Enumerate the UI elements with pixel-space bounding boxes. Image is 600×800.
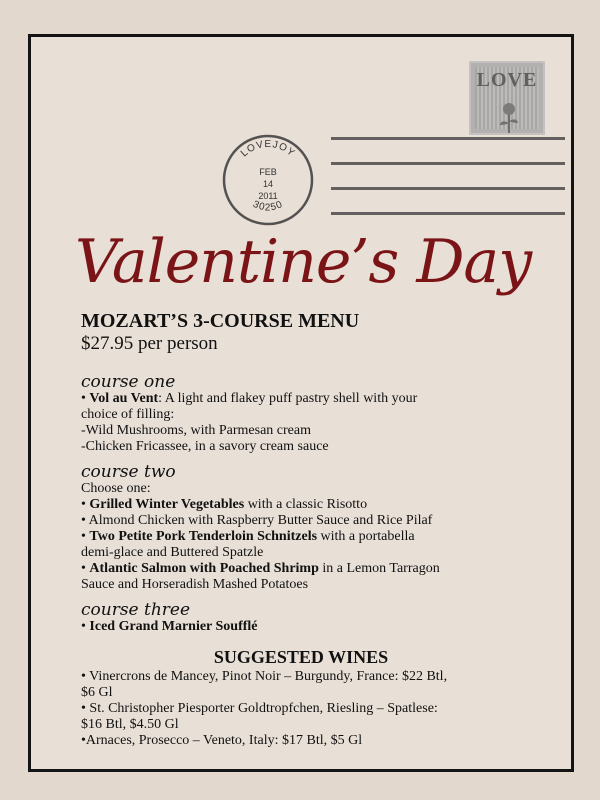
wine-1: • Vinercrons de Mancey, Pinot Noir – Burgundy, France: $22 Btl, bbox=[81, 669, 448, 684]
postmark-top-text: LOVEJOY bbox=[238, 138, 298, 160]
course-two-item2: • Almond Chicken with Raspberry Butter Sauce and Rice Pilaf bbox=[81, 513, 433, 528]
course-two-section bbox=[81, 463, 551, 593]
postmark-zip: 30250 bbox=[251, 198, 285, 214]
course-two-item4: • Atlantic Salmon with Poached Shrimp in a Lemon Tarragon bbox=[81, 561, 440, 576]
course-three-item: • Iced Grand Marnier Soufflé bbox=[81, 619, 258, 634]
course-two-item4-line2: Sauce and Horseradish Mashed Potatoes bbox=[81, 577, 309, 592]
menu-heading: MOZART’S 3-COURSE MENU bbox=[81, 310, 360, 332]
menu-price: $27.95 per person bbox=[81, 333, 218, 354]
page-title: Valentine’s Day bbox=[75, 227, 532, 297]
postmark-stamp bbox=[221, 133, 315, 227]
course-two-item1: • Grilled Winter Vegetables with a classic Risotto bbox=[81, 497, 368, 512]
course-three-section bbox=[81, 601, 551, 635]
course-one-section bbox=[81, 373, 551, 455]
postmark-year: 2011 bbox=[258, 191, 278, 201]
course-two-item3: • Two Petite Pork Tenderloin Schnitzels with a portabella bbox=[81, 529, 415, 544]
svg-text:30250 bbox=[251, 199, 285, 213]
course-one-line2: choice of filling: bbox=[81, 407, 175, 422]
postmark-day: 14 bbox=[262, 179, 274, 189]
course-three-heading: course three bbox=[81, 600, 191, 620]
menu-card bbox=[28, 34, 574, 772]
course-one-line3: -Wild Mushrooms, with Parmesan cream bbox=[81, 423, 312, 438]
course-two-item3-line2: demi-glace and Buttered Spatzle bbox=[81, 545, 264, 560]
wine-3: •Arnaces, Prosecco – Veneto, Italy: $17 Btl, $5 Gl bbox=[81, 733, 363, 748]
course-one-heading: course one bbox=[81, 372, 176, 392]
postmark-month: FEB bbox=[259, 167, 277, 177]
wine-1-line2: $6 Gl bbox=[81, 685, 113, 700]
wines-heading: SUGGESTED WINES bbox=[213, 647, 389, 667]
course-one-line4: -Chicken Fricassee, in a savory cream sauce bbox=[81, 439, 329, 454]
stamp-text: LOVE bbox=[476, 69, 538, 91]
course-one-item: • Vol au Vent: A light and flakey puff pastry shell with your bbox=[81, 391, 418, 406]
course-two-intro: Choose one: bbox=[81, 481, 151, 496]
love-stamp bbox=[469, 61, 545, 135]
wine-2-line2: $16 Btl, $4.50 Gl bbox=[81, 717, 179, 732]
course-two-heading: course two bbox=[81, 462, 176, 482]
rose-icon bbox=[497, 101, 521, 133]
wines-section bbox=[81, 669, 551, 749]
wine-2: • St. Christopher Piesporter Goldtropfchen, Riesling – Spatlese: bbox=[81, 701, 438, 716]
